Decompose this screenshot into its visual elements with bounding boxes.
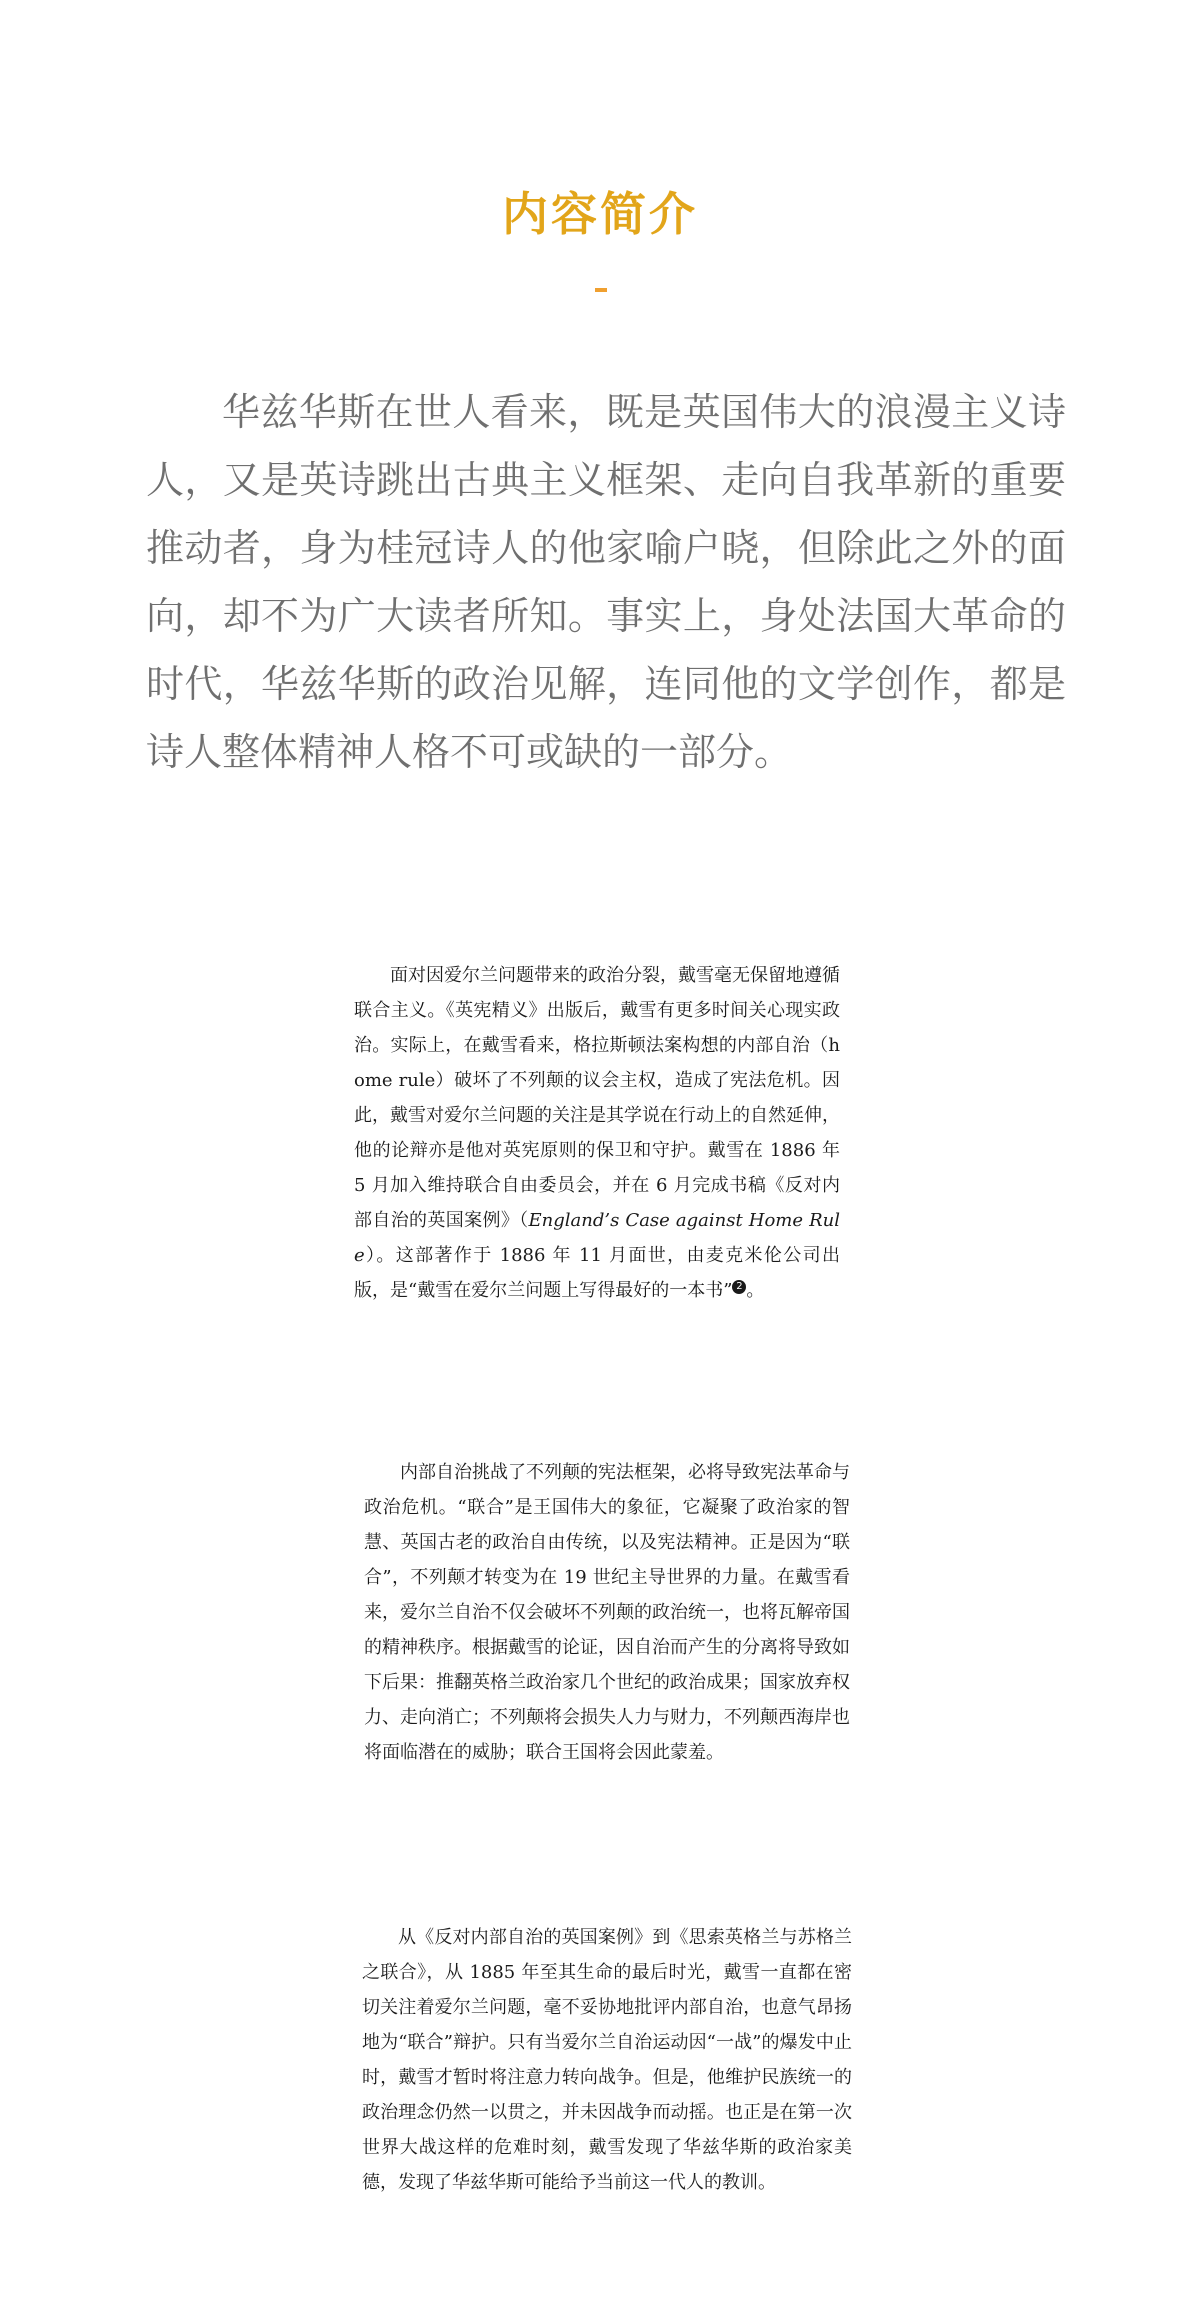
excerpt-1-text-b: ）。这部著作于 1886 年 11 月面世，由麦克米伦公司出版，是“戴雪在爱尔兰问题上写得最好的一本书”: [354, 1245, 840, 1301]
title-divider: [595, 288, 607, 292]
intro-paragraph: 华兹华斯在世人看来，既是英国伟大的浪漫主义诗人，又是英诗跳出古典主义框架、走向自我革新的重要推动者，身为桂冠诗人的他家喻户晓，但除此之外的面向，却不为广大读者所知。事实上，身处法国大革命的时代，华兹华斯的政治见解，连同他的文学创作，都是诗人整体精神人格不可或缺的一部分。: [146, 390, 1066, 774]
excerpt-paragraph-3: 从《反对内部自治的英国案例》到《思索英格兰与苏格兰之联合》，从 1885 年至其生命的最后时光，戴雪一直都在密切关注着爱尔兰问题，毫不妥协地批评内部自治，也意气昂扬地为“联合”辩护。只有当爱尔兰自治运动因“一战”的爆发中止时，戴雪才暂时将注意力转向战争。但是，他维护民族统一的政治理念仍然一以贯之，并未因战争而动摇。也正是在第一次世界大战这样的危难时刻，戴雪发现了华兹华斯的政治家美德，发现了华兹华斯可能给予当前这一代人的教训。: [362, 1927, 852, 2193]
excerpt-paragraph-2: 内部自治挑战了不列颠的宪法框架，必将导致宪法革命与政治危机。“联合”是王国伟大的象征，它凝聚了政治家的智慧、英国古老的政治自由传统，以及宪法精神。正是因为“联合”，不列颠才转变为在 19 世纪主导世界的力量。在戴雪看来，爱尔兰自治不仅会破坏不列颠的政治统一，也将瓦解帝国的精神秩序。根据戴雪的论证，因自治而产生的分离将导致如下后果：推翻英格兰政治家几个世纪的政治成果；国家放弃权力、走向消亡；不列颠将会损失人力与财力，不列颠西海岸也将面临潜在的威胁；联合王国将会因此蒙羞。: [364, 1462, 850, 1763]
excerpt-1-text-c: 。: [746, 1280, 765, 1301]
footnote-marker: 2: [732, 1280, 746, 1294]
excerpt-paragraph-1: [354, 958, 840, 1308]
excerpt-1-italic-title: England’s Case against Home Rule: [354, 1210, 841, 1266]
section-title: 内容简介: [502, 187, 698, 241]
excerpt-1-text-a: 面对因爱尔兰问题带来的政治分裂，戴雪毫无保留地遵循联合主义。《英宪精义》出版后，戴雪有更多时间关心现实政治。实际上，在戴雪看来，格拉斯顿法案构想的内部自治（home rule）破坏了不列颠的议会主权，造成了宪法危机。因此，戴雪对爱尔兰问题的关注是其学说在行动上的自然延伸，他的论辩亦是他对英宪原则的保卫和守护。戴雪在 1886 年 5 月加入维持联合自由委员会，并在 6 月完成书稿《反对内部自治的英国案例》（: [354, 965, 840, 1231]
